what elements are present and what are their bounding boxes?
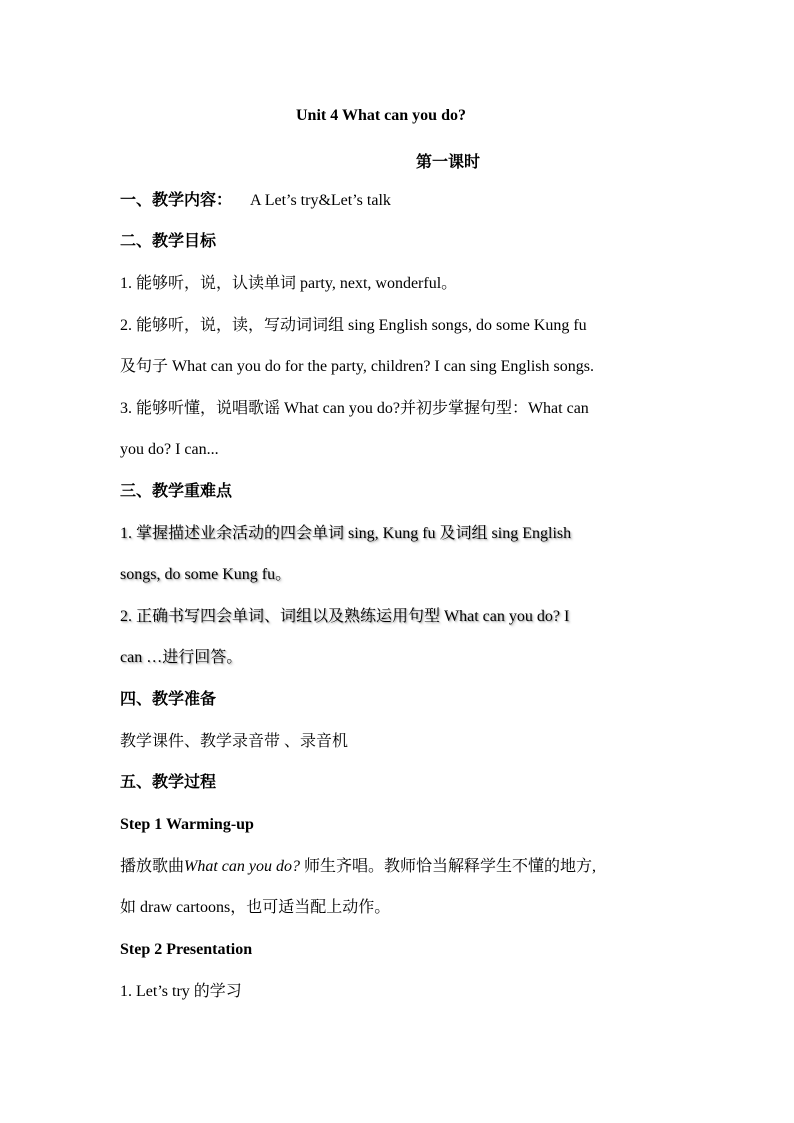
section2-item3-line2: you do? I can... xyxy=(120,441,219,458)
section2-heading: 二、教学目标 xyxy=(120,233,217,250)
step1-line1 xyxy=(120,857,596,877)
section2-item1: 1. 能够听，说，认读单词 party, next, wonderful。 xyxy=(120,275,458,292)
section3-item1-line1: 1. 掌握描述业余活动的四会单词 sing, Kung fu 及词组 sing English xyxy=(120,525,572,542)
step1-line2: 如 draw cartoons，也可适当配上动作。 xyxy=(120,899,391,916)
section3-item2-line2: can …进行回答。 xyxy=(120,649,243,666)
section2-item2-line2: 及句子 What can you do for the party, children? I can sing English songs. xyxy=(120,358,594,375)
step2-heading: Step 2 Presentation xyxy=(120,941,253,958)
section3-heading: 三、教学重难点 xyxy=(120,483,233,500)
section4-heading: 四、教学准备 xyxy=(120,691,217,708)
section1-content: A Let’s try&Let’s talk xyxy=(250,192,391,209)
section1-heading: 一、教学内容： xyxy=(120,192,233,209)
section2-item2-line1: 2. 能够听，说，读，写动词词组 sing English songs, do some Kung fu xyxy=(120,317,587,334)
step1-heading: Step 1 Warming-up xyxy=(120,816,254,833)
page-title: Unit 4 What can you do? xyxy=(296,107,466,124)
step2-item1: 1. Let’s try 的学习 xyxy=(120,983,242,1000)
step1-line1-pre: 播放歌曲 xyxy=(120,858,185,875)
section1-row xyxy=(120,191,391,211)
section5-heading: 五、教学过程 xyxy=(120,774,217,791)
section2-item3-line1: 3. 能够听懂，说唱歌谣 What can you do?并初步掌握句型：What can xyxy=(120,400,589,417)
section3-item1-line2: songs, do some Kung fu。 xyxy=(120,566,292,583)
section4-content: 教学课件、教学录音带 、录音机 xyxy=(120,733,349,750)
lesson-subtitle: 第一课时 xyxy=(416,154,481,171)
song-title: What can you do? xyxy=(184,858,300,875)
section3-item2-line1: 2. 正确书写四会单词、词组以及熟练运用句型 What can you do? I xyxy=(120,608,570,625)
step1-line1-post: 师生齐唱。教师恰当解释学生不懂的地方, xyxy=(300,858,597,875)
